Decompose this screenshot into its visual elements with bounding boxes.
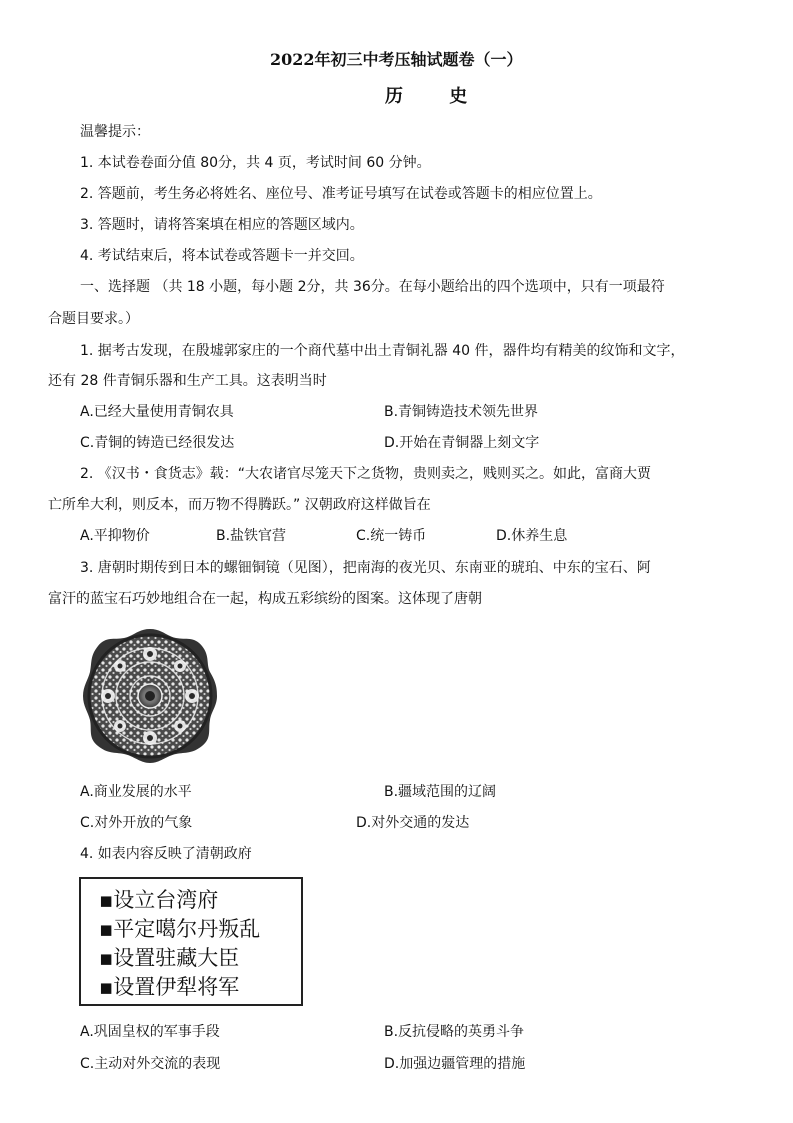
q2-option-c[interactable]: C.统一铸币 bbox=[356, 528, 427, 544]
q2-option-d[interactable]: D.休养生息 bbox=[496, 528, 568, 544]
notice-item: 2. 答题前，考生务必将姓名、座位号、准考证号填写在试卷或答题卡的相应位置上。 bbox=[80, 186, 602, 202]
q1-option-d[interactable]: D.开始在青铜器上刻文字 bbox=[384, 435, 540, 451]
question-2-stem-cont: 亡所牟大利，则反本，而万物不得腾跃。” 汉朝政府这样做旨在 bbox=[48, 497, 431, 513]
question-2-stem: 2. 《汉书・食货志》载：“大农诸官尽笼天下之货物，贵则卖之，贱则买之。如此，富商大贾 bbox=[80, 466, 652, 482]
table-item: ▪平定噶尔丹叛乱 bbox=[99, 917, 261, 941]
q4-option-d[interactable]: D.加强边疆管理的措施 bbox=[384, 1056, 526, 1072]
q1-option-b[interactable]: B.青铜铸造技术领先世界 bbox=[384, 404, 539, 420]
q3-option-c[interactable]: C.对外开放的气象 bbox=[80, 815, 193, 831]
question-1-stem: 1. 据考古发现，在殷墟郭家庄的一个商代墓中出土青铜礼器 40 件，器件均有精美的纹饰和文字， bbox=[80, 343, 685, 359]
bronze-mirror-image bbox=[80, 626, 220, 766]
q2-option-a[interactable]: A.平抑物价 bbox=[80, 528, 150, 544]
question-3-stem-cont: 富汗的蓝宝石巧妙地组合在一起，构成五彩缤纷的图案。这体现了唐朝 bbox=[48, 591, 482, 607]
q3-option-b[interactable]: B.疆域范围的辽阔 bbox=[384, 784, 497, 800]
notice-item: 3. 答题时，请将答案填在相应的答题区域内。 bbox=[80, 217, 364, 233]
q3-option-d[interactable]: D.对外交通的发达 bbox=[356, 815, 470, 831]
page-title: 2022年初三中考压轴试题卷（一） bbox=[270, 50, 523, 69]
table-item: ▪设置驻藏大臣 bbox=[99, 946, 240, 970]
notice-item: 1. 本试卷卷面分值 80分，共 4 页，考试时间 60 分钟。 bbox=[80, 155, 431, 171]
section-heading-cont: 合题目要求。） bbox=[48, 311, 139, 327]
notice-item: 4. 考试结束后，将本试卷或答题卡一并交回。 bbox=[80, 248, 364, 264]
subject-title: 历 史 bbox=[385, 86, 488, 107]
content-table bbox=[79, 877, 303, 1006]
question-4-stem: 4. 如表内容反映了清朝政府 bbox=[80, 846, 252, 862]
q4-option-a[interactable]: A.巩固皇权的军事手段 bbox=[80, 1024, 220, 1040]
question-3-stem: 3. 唐朝时期传到日本的螺钿铜镜（见图），把南海的夜光贝、东南亚的琥珀、中东的宝石、阿 bbox=[80, 560, 651, 576]
table-item: ▪设置伊犁将军 bbox=[99, 975, 240, 999]
q4-option-b[interactable]: B.反抗侵略的英勇斗争 bbox=[384, 1024, 525, 1040]
section-heading: 一、选择题 （共 18 小题，每小题 2分，共 36分。在每小题给出的四个选项中，只有一项最符 bbox=[80, 279, 665, 295]
q3-option-a[interactable]: A.商业发展的水平 bbox=[80, 784, 192, 800]
q1-option-c[interactable]: C.青铜的铸造已经很发达 bbox=[80, 435, 235, 451]
notice-heading: 温馨提示： bbox=[80, 124, 150, 140]
table-item: ▪设立台湾府 bbox=[99, 888, 219, 912]
q2-option-b[interactable]: B.盐铁官营 bbox=[216, 528, 287, 544]
q4-option-c[interactable]: C.主动对外交流的表现 bbox=[80, 1056, 221, 1072]
q1-option-a[interactable]: A.已经大量使用青铜农具 bbox=[80, 404, 234, 420]
question-1-stem-cont: 还有 28 件青铜乐器和生产工具。这表明当时 bbox=[48, 373, 327, 389]
